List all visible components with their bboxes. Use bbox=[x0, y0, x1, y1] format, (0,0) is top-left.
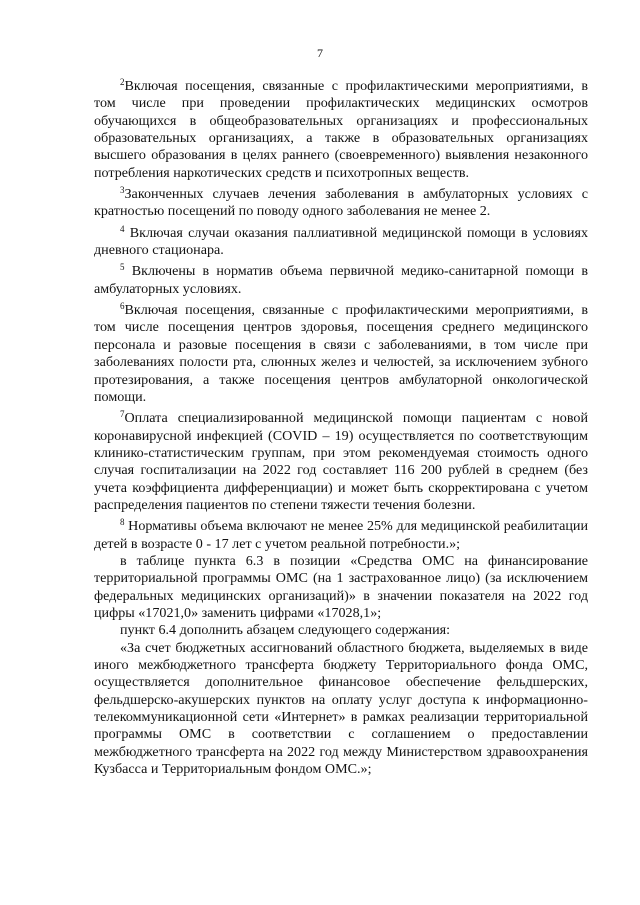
footnote-text: Оплата специализированной медицинской помощи пациентам с новой коронавирусной инфекцией (COVID – 19) осуществляется по соответствующим клинико-статистическим группам, при этом рекомендуемая стоимость одного случая госпитализации на 2022 год составляет 116 200 рублей в среднем (без учета коэффициента дифференциации) и может быть скорректирована с учетом распределения пациентов по степени тяжести течения болезни. bbox=[94, 410, 588, 513]
footnote-text: Законченных случаев лечения заболевания в амбулаторных условиях с кратностью посещений по поводу одного заболевания не менее 2. bbox=[94, 186, 588, 220]
page-number: 7 bbox=[317, 46, 323, 60]
body-paragraph: «За счет бюджетных ассигнований областного бюджета, выделяемых в виде иного межбюджетного трансферта бюджету Территориального фонда ОМС, осуществляется дополнительное финансовое обеспечение фельдшерских, фельдшерско-акушерских пунктов на оплату услуг доступа к информационно-телекоммуникационной сети «Интернет» в рамках реализации территориальной программы ОМС в соответствии с соглашением о предоставлении межбюджетного трансферта на 2022 год между Министерством здравоохранения Кузбасса и Территориальным фондом ОМС.»; bbox=[94, 639, 588, 778]
footnote-4 bbox=[94, 225, 588, 260]
footnote-text: Включая посещения, связанные с профилактическими мероприятиями, в том числе при проведении профилактических медицинских осмотров обучающихся в общеобразовательных организациях и профессиональных образовательных организациях, а также в образовательных организациях высшего образования в целях раннего (своевременного) выявления незаконного потребления наркотических средств и психотропных веществ. bbox=[94, 78, 588, 181]
body-paragraph: пункт 6.4 дополнить абзацем следующего содержания: bbox=[120, 622, 451, 639]
footnote-2 bbox=[94, 78, 588, 182]
footnote-mark: 4 bbox=[120, 223, 125, 234]
footnote-mark: 8 bbox=[120, 517, 125, 528]
footnote-mark: 3 bbox=[120, 185, 125, 196]
footnote-text: Включая посещения, связанные с профилактическими мероприятиями, в том числе посещения центров здоровья, посещения среднего медицинского персонала и разовые посещения в связи с заболеваниями, в том числе при заболеваниях полости рта, слюнных желез и челюстей, за исключением зубного протезирования, а также посещения центров амбулаторной онкологической помощи. bbox=[94, 302, 588, 405]
body-paragraph: в таблице пункта 6.3 в позиции «Средства ОМС на финансирование территориальной программы ОМС (на 1 застрахованное лицо) (за исключением федеральных медицинских организаций)» в значении показателя на 2022 год цифры «17021,0» заменить цифрами «17028,1»; bbox=[94, 552, 588, 621]
footnote-text: Включены в норматив объема первичной медико-санитарной помощи в амбулаторных условиях. bbox=[94, 263, 588, 297]
document-text bbox=[94, 78, 588, 778]
footnote-8 bbox=[94, 518, 588, 553]
footnote-5 bbox=[94, 263, 588, 298]
footnote-mark: 6 bbox=[120, 301, 125, 312]
footnote-3 bbox=[94, 186, 588, 221]
footnote-mark: 5 bbox=[120, 262, 125, 273]
footnote-text: Нормативы объема включают не менее 25% для медицинской реабилитации детей в возрасте 0 - 17 лет с учетом реальной потребности.»; bbox=[94, 518, 588, 552]
footnote-mark: 7 bbox=[120, 409, 125, 420]
footnote-7 bbox=[94, 410, 588, 514]
footnote-mark: 2 bbox=[120, 77, 125, 87]
footnote-text: Включая случаи оказания паллиативной медицинской помощи в условиях дневного стационара. bbox=[94, 224, 588, 259]
footnote-6 bbox=[94, 302, 588, 406]
